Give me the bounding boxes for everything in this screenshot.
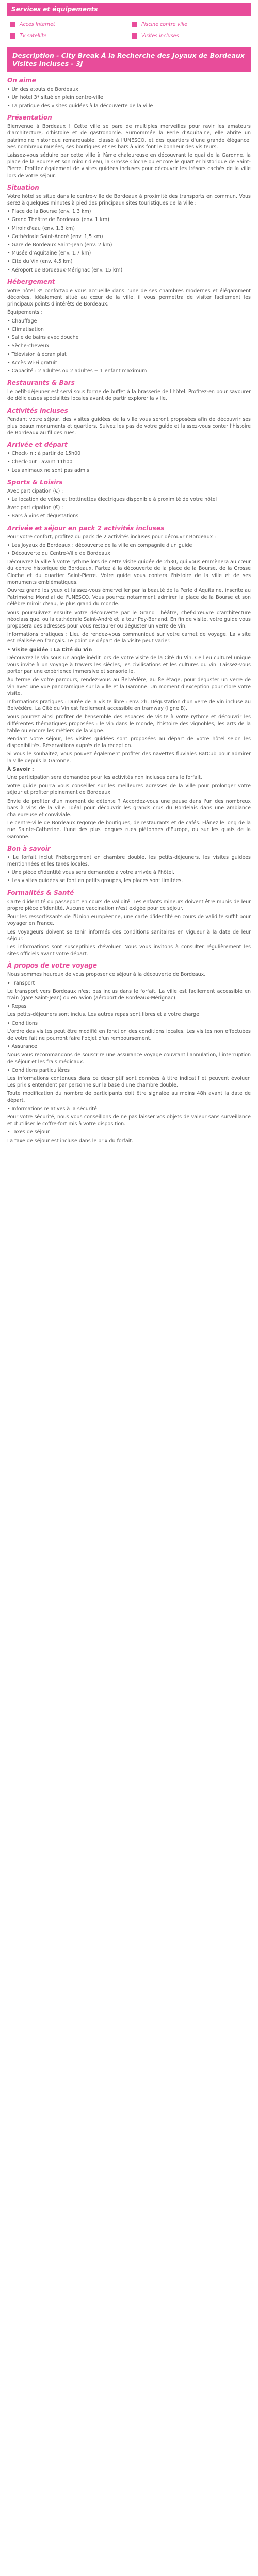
paragraph: Découvrez la ville à votre rythme lors de cette visite guidée de 2h30, qui vous emmènera au cœur du centre historique de Bordeaux. Partez à la découverte de la place de la Bourse, de la Grosse Cloche et du quartier Saint-Pierre. Votre guide vous contera l'histoire de la ville et de ses monuments emblématiques. [7,559,251,585]
section-paragraph: • Les animaux ne sont pas admis [7,467,89,473]
section-paragraph: Pendant votre séjour, des visites guidées de la ville vous seront proposées afin de découvrir ses plus beaux monuments et quartiers. Suivez les pas de votre guide et laissez-vous conter l'histoire de Bordeaux au fil des rues. [7,416,251,436]
section-paragraph: Bienvenue à Bordeaux ! Cette ville se pare de multiples merveilles pour ravir les amateurs d'architecture, d'histoire et de gastronomie. Surnommée la Perle d'Aquitaine, elle abrite un patrimoine historique remarquable, classé à l'UNESCO, et des quartiers d'une grande élégance. Ses nombreux musées, ses boutiques et ses bars à vins font le bonheur des visiteurs. [7,124,251,150]
section-paragraph: • Informations relatives à la sécurité [7,1106,97,1112]
square-icon [10,22,15,27]
section-paragraph: • Miroir d'eau (env. 1,3 km) [7,225,75,231]
section-paragraph: Nous sommes heureux de vous proposer ce séjour à la découverte de Bordeaux. [7,972,206,978]
section-paragraph: • Bars à vins et dégustations [7,513,79,519]
section-paragraph: • Télévision à écran plat [7,351,67,358]
section-heading: Bon à savoir [7,844,51,852]
section-heading: Restaurants & Bars [7,379,75,387]
paragraph: Vous pourrez ainsi profiter de l'ensemble des espaces de visite à votre rythme et découvrir les différentes thématiques proposées : le vin dans le monde, l'histoire des vignobles, les arts de la table ou encore les métiers de la vigne. [7,714,251,734]
section-paragraph: Carte d'identité ou passeport en cours de validité. Les enfants mineurs doivent être munis de leur propre pièce d'identité. Aucune vaccination n'est exigée pour ce séjour. [7,899,251,911]
subheading: À Savoir : [7,766,34,772]
section-paragraph: Pour votre confort, profitez du pack de 2 activités incluses pour découvrir Bordeaux : [7,534,216,540]
paragraph: Votre guide pourra vous conseiller sur les meilleures adresses de la ville pour prolonger votre séjour et profiter pleinement de Bordeaux. [7,783,251,796]
section-paragraph: • Conditions [7,1020,38,1026]
section-paragraph: • Les visites guidées se font en petits groupes, les places sont limitées. [7,878,183,884]
section-paragraph: • Sèche-cheveux [7,343,50,349]
section-paragraph: Votre hôtel se situe dans le centre-ville de Bordeaux à proximité des transports en commun. Vous serez à quelques minutes à pied des principaux sites touristiques de la ville : [7,193,251,207]
service-item: Visites incluses [129,30,251,42]
section-paragraph: • Le forfait inclut l'hébergement en chambre double, les petits-déjeuners, les visites guidées mentionnées et les taxes locales. [7,854,251,868]
services-grid [7,19,251,42]
section-paragraph: Pour les ressortissants de l'Union européenne, une carte d'identité en cours de validité suffit pour voyager en France. [7,914,251,927]
section-paragraph: • Accès Wi-Fi gratuit [7,360,57,366]
section-paragraph: • Cité du Vin (env. 4,5 km) [7,259,73,265]
long-text [7,558,251,840]
paragraph: Ouvrez grand les yeux et laissez-vous émerveiller par la beauté de la Perle d'Aquitaine, inscrite au Patrimoine Mondial de l'UNESCO. Vous pourrez notamment admirer la place de la Bourse et son célèbre miroir d'eau, le plus grand du monde. [7,587,251,607]
paragraph: Le centre-ville de Bordeaux regorge de boutiques, de restaurants et de cafés. Flânez le long de la rue Sainte-Catherine, l'une des plus longues rues piétonnes d'Europe, ou sur les quais de la Garonne. [7,820,251,840]
service-item: Piscine contre ville [129,19,251,30]
sections-container [7,77,251,557]
section-paragraph: Le petit-déjeuner est servi sous forme de buffet à la brasserie de l'hôtel. Profitez-en pour savourer de délicieuses spécialités locales avant de partir explorer la ville. [7,389,251,402]
description-banner: Description - City Break À la Recherche des Joyaux de Bordeaux Visites Incluses - 3J [7,47,251,72]
section-heading: À propos de votre voyage [7,962,98,970]
section-paragraph: • Transport [7,980,35,986]
section-paragraph: • Une pièce d'identité vous sera demandée à votre arrivée à l'hôtel. [7,870,175,876]
section-paragraph: La taxe de séjour est incluse dans le prix du forfait. [7,1138,134,1144]
section-heading: Arrivée et départ [7,441,68,449]
section-paragraph: Avec participation (€) : [7,488,63,494]
section-paragraph: Laissez-vous séduire par cette ville à l'âme chaleureuse en découvrant le quai de la Garonne, la place de la Bourse et son miroir d'eau, la Grosse Cloche ou encore le quartier historique de Saint-Pierre. Profitez également de visites guidées incluses pour découvrir les trésors cachés de la ville lors de votre séjour. [7,152,251,179]
section-heading: Présentation [7,114,52,122]
square-icon [132,33,137,39]
section-paragraph: Votre hôtel 3* confortable vous accueille dans l'une de ses chambres modernes et élégamment décorées. Idéalement situé au cœur de la ville, il vous permettra de visiter facilement les principaux points d'intérêts de Bordeaux. [7,287,251,308]
paragraph: Découvrez le vin sous un angle inédit lors de votre visite de la Cité du Vin. Ce lieu culturel unique vous invite à un voyage à travers les siècles, les civilisations et les cultures du vin. Laissez-vous porter par une expérience immersive et sensorielle. [7,655,251,675]
section-paragraph: L'ordre des visites peut être modifié en fonction des conditions locales. Les visites non effectuées de votre fait ne pourront faire l'objet d'un remboursement. [7,1028,251,1041]
section-paragraph: • Un hôtel 3* situé en plein centre-ville [7,94,103,100]
paragraph: Informations pratiques : Durée de la visite libre : env. 2h. Dégustation d'un verre de vin incluse au Belvédère. La Cité du Vin est facilement accessible en tramway (ligne B). [7,699,251,712]
section-paragraph: Pour votre sécurité, nous vous conseillons de ne pas laisser vos objets de valeur sans surveillance et d'utiliser le coffre-fort mis à votre disposition. [7,1114,251,1127]
section-paragraph: Les voyageurs doivent se tenir informés des conditions sanitaires en vigueur à la date de leur séjour. [7,929,251,942]
section-paragraph: • Conditions particulières [7,1067,70,1073]
section-paragraph: • Place de la Bourse (env. 1,3 km) [7,209,91,215]
section-heading: Formalités & Santé [7,889,74,896]
paragraph: Une participation sera demandée pour les activités non incluses dans le forfait. [7,775,202,781]
section-paragraph: Nous vous recommandons de souscrire une assurance voyage couvrant l'annulation, l'interruption de séjour et les frais médicaux. [7,1052,251,1065]
section-heading: Activités incluses [7,406,68,414]
service-item: Accès Internet [7,19,129,30]
section-paragraph: Avec participation (€) : [7,505,63,511]
section-heading: Hébergement [7,278,55,285]
services-title: Services et équipements [7,3,251,16]
page [0,0,258,1144]
paragraph: Pendant votre séjour, les visites guidées sont proposées au départ de votre hôtel selon les disponibilités. Réservations auprès de la réception. [7,736,251,749]
section-paragraph: • Musée d'Aquitaine (env. 1,7 km) [7,250,91,257]
section-paragraph: • Les Joyaux de Bordeaux : découverte de la ville en compagnie d'un guide [7,542,192,548]
section-paragraph: • Un des atouts de Bordeaux [7,86,78,92]
square-icon [10,33,15,39]
subheading: • Visite guidée : La Cité du Vin [7,647,92,653]
section-paragraph: • Aéroport de Bordeaux-Mérignac (env. 15 km) [7,267,123,273]
section-paragraph: • Check-out : avant 11h00 [7,459,73,465]
section-paragraph: • Grand Théâtre de Bordeaux (env. 1 km) [7,217,109,223]
section-paragraph: Le transport vers Bordeaux n'est pas inclus dans le forfait. La ville est facilement accessible en train (gare Saint-Jean) ou en avion (aéroport de Bordeaux-Mérignac). [7,988,251,1001]
section-paragraph: • Découverte du Centre-Ville de Bordeaux [7,550,110,556]
section-paragraph: • Climatisation [7,326,44,332]
section-heading: Sports & Loisirs [7,478,63,486]
section-paragraph: • Repas [7,1004,27,1010]
paragraph: Informations pratiques : Lieu de rendez-vous communiqué sur votre carnet de voyage. La visite est réalisée en français. Le point de départ de la visite peut varier. [7,632,251,645]
paragraph: Au terme de votre parcours, rendez-vous au Belvédère, au 8e étage, pour déguster un verre de vin avec une vue panoramique sur la ville et la Garonne. Un moment d'exception pour clore votre visite. [7,677,251,697]
section-paragraph: • Taxes de séjour [7,1129,50,1136]
extra-sections-container [7,845,251,1144]
section-paragraph: • Capacité : 2 adultes ou 2 adultes + 1 enfant maximum [7,368,147,374]
section-paragraph: Équipements : [7,310,43,316]
section-paragraph: • La location de vélos et trottinettes électriques disponible à proximité de votre hôtel [7,496,217,502]
section-paragraph: • Check-in : à partir de 15h00 [7,451,81,457]
section-paragraph: Les informations sont susceptibles d'évoluer. Nous vous invitons à consulter régulièrement les sites officiels avant votre départ. [7,944,251,957]
section-paragraph: • Gare de Bordeaux Saint-Jean (env. 2 km) [7,242,112,248]
section-heading: Arrivée et séjour en pack 2 activités incluses [7,524,165,532]
service-item: Tv satellite [7,30,129,42]
section-paragraph: • Cathédrale Saint-André (env. 1,5 km) [7,233,103,240]
section-paragraph: • Salle de bains avec douche [7,335,79,341]
section-heading: Situation [7,183,39,191]
section-heading: On aime [7,76,36,84]
square-icon [132,22,137,27]
section-paragraph: Les informations contenues dans ce descriptif sont données à titre indicatif et peuvent évoluer. Les prix s'entendent par personne sur la base d'une chambre double. [7,1075,251,1089]
section-paragraph: • Chauffage [7,318,37,324]
section-paragraph: • Assurance [7,1044,37,1050]
paragraph: Vous poursuivrez ensuite votre découverte par le Grand Théâtre, chef-d'œuvre d'architecture néoclassique, ou la cathédrale Saint-André et la tour Pey-Berland. En fin de visite, votre guide vous proposera des adresses pour vous restaurer ou déguster un verre de vin. [7,609,251,629]
section-paragraph: • La pratique des visites guidées à la découverte de la ville [7,103,153,109]
section-paragraph: Les petits-déjeuners sont inclus. Les autres repas sont libres et à votre charge. [7,1012,201,1018]
paragraph: Si vous le souhaitez, vous pouvez également profiter des navettes fluviales BatCub pour admirer la ville depuis la Garonne. [7,751,251,764]
paragraph: Envie de profiter d'un moment de détente ? Accordez-vous une pause dans l'un des nombreux bars à vins de la ville. Idéal pour découvrir les grands crus du Bordelais dans une ambiance chaleureuse et conviviale. [7,798,251,818]
section-paragraph: Toute modification du nombre de participants doit être signalée au moins 48h avant la date de départ. [7,1091,251,1104]
